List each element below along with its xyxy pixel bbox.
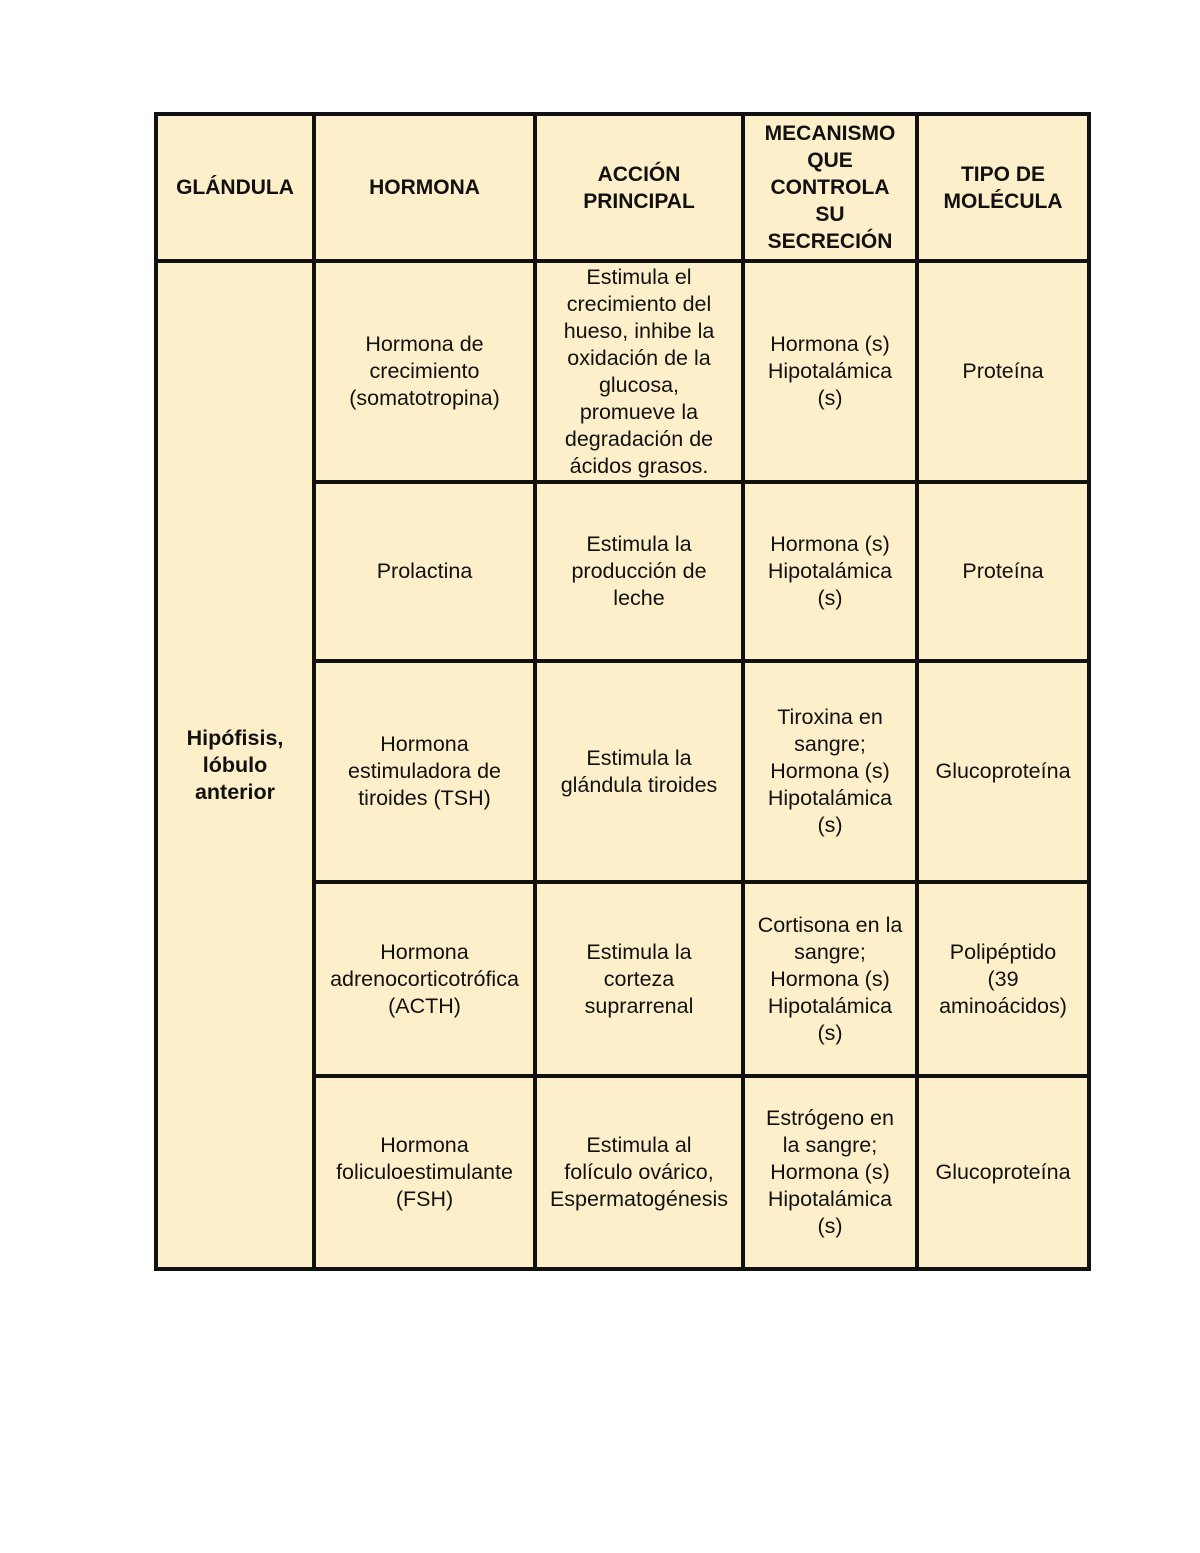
accion-cell: Estimula el crecimiento del hueso, inhibe la oxidación de la glucosa, promueve la degradación de ácidos grasos. <box>535 261 743 482</box>
mecanismo-cell: Estrógeno en la sangre; Hormona (s) Hipotalámica (s) <box>743 1076 917 1269</box>
table-header-row <box>156 114 1089 261</box>
hormona-cell: Hormona de crecimiento (somatotropina) <box>314 261 535 482</box>
gland-cell: Hipófisis, lóbulo anterior <box>156 261 314 1269</box>
hormona-cell: Hormona foliculoestimulante (FSH) <box>314 1076 535 1269</box>
hormona-cell: Hormona adrenocorticotrófica (ACTH) <box>314 882 535 1076</box>
hormone-table <box>154 112 1091 1271</box>
table-row <box>156 261 1089 482</box>
header-glandula: GLÁNDULA <box>156 114 314 261</box>
tipo-cell: Polipéptido (39 aminoácidos) <box>917 882 1089 1076</box>
mecanismo-cell: Cortisona en la sangre; Hormona (s) Hipotalámica (s) <box>743 882 917 1076</box>
header-hormona: HORMONA <box>314 114 535 261</box>
accion-cell: Estimula la producción de leche <box>535 482 743 661</box>
accion-cell: Estimula la corteza suprarrenal <box>535 882 743 1076</box>
accion-cell: Estimula al folículo ovárico, Espermatogénesis <box>535 1076 743 1269</box>
mecanismo-cell: Hormona (s) Hipotalámica (s) <box>743 482 917 661</box>
hormona-cell: Hormona estimuladora de tiroides (TSH) <box>314 661 535 882</box>
header-tipo-molecula: TIPO DE MOLÉCULA <box>917 114 1089 261</box>
mecanismo-cell: Hormona (s) Hipotalámica (s) <box>743 261 917 482</box>
tipo-cell: Proteína <box>917 261 1089 482</box>
header-accion-principal: ACCIÓN PRINCIPAL <box>535 114 743 261</box>
hormona-cell: Prolactina <box>314 482 535 661</box>
tipo-cell: Proteína <box>917 482 1089 661</box>
tipo-cell: Glucoproteína <box>917 661 1089 882</box>
tipo-cell: Glucoproteína <box>917 1076 1089 1269</box>
accion-cell: Estimula la glándula tiroides <box>535 661 743 882</box>
mecanismo-cell: Tiroxina en sangre; Hormona (s) Hipotalámica (s) <box>743 661 917 882</box>
header-mecanismo: MECANISMO QUE CONTROLA SU SECRECIÓN <box>743 114 917 261</box>
